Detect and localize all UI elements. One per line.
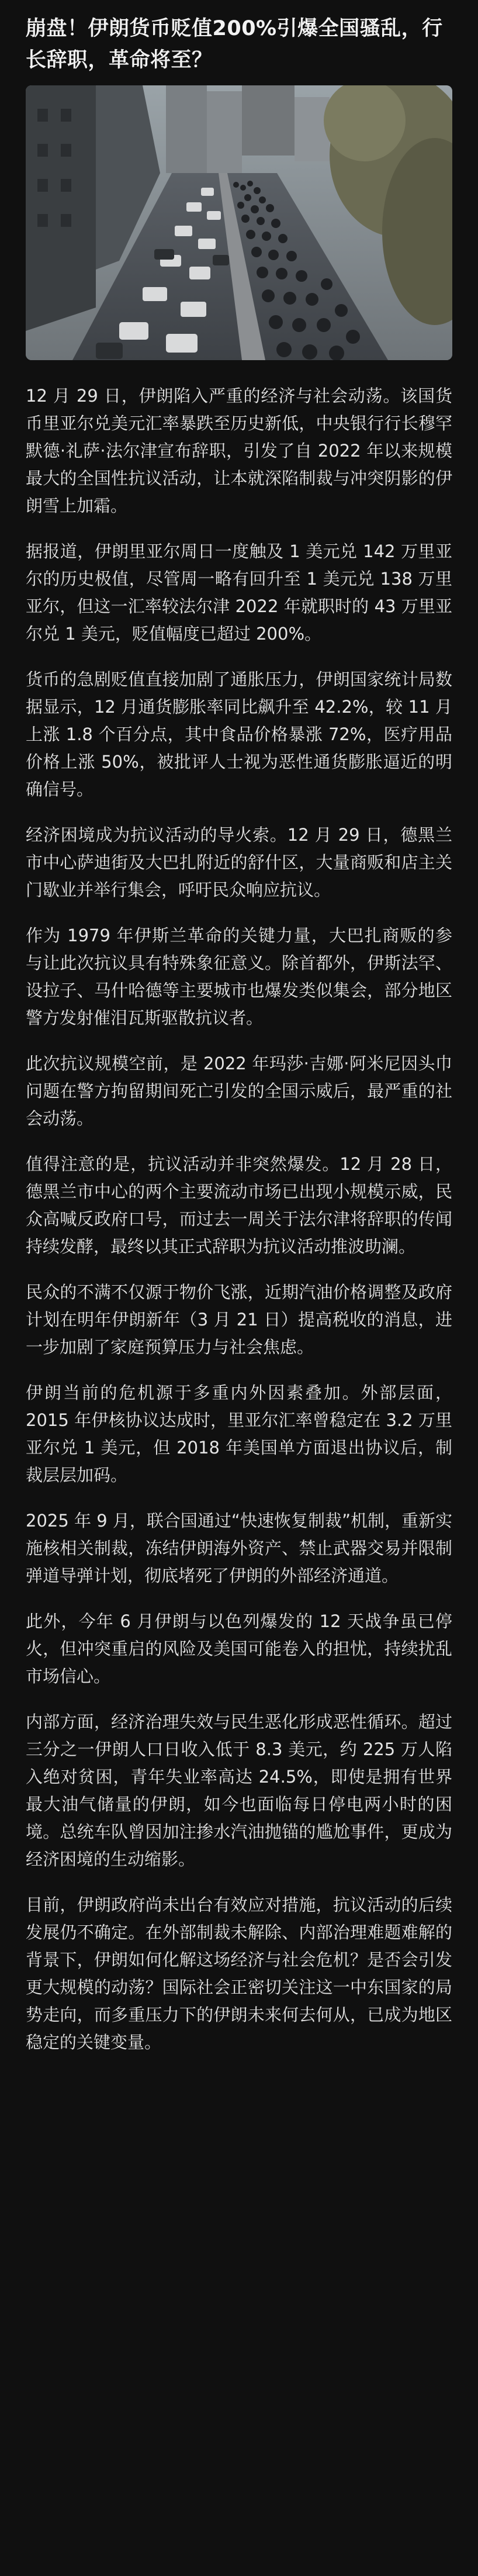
street-scene-illustration (26, 85, 452, 360)
hero-photo (26, 85, 452, 360)
paragraph-1: 12 月 29 日，伊朗陷入严重的经济与社会动荡。该国货币里亚尔兑美元汇率暴跌至历史新低，中央银行行长穆罕默德·礼萨·法尔津宣布辞职，引发了自 2022 年以来规模最大的全国性抗议活动，让本就深陷制裁与冲突阴影的伊朗雪上加霜。 (26, 386, 452, 516)
article-title: 崩盘！伊朗货币贬值200%引爆全国骚乱，行长辞职，革命将至？ (26, 17, 443, 72)
paragraph-4: 经济困境成为抗议活动的导火索。12 月 29 日，德黑兰市中心萨迪街及大巴扎附近的舒什区，大量商贩和店主关门歇业并举行集会，呼吁民众响应抗议。 (26, 825, 452, 900)
paragraph-7: 值得注意的是，抗议活动并非突然爆发。12 月 28 日，德黑兰市中心的两个主要流动市场已出现小规模示威，民众高喊反政府口号，而过去一周关于法尔津将辞职的传闻持续发酵，最终以其正式辞职为抗议活动推波助澜。 (26, 1154, 452, 1256)
paragraph-6: 此次抗议规模空前，是 2022 年玛莎·吉娜·阿米尼因头巾问题在警方拘留期间死亡引发的全国示威后，最严重的社会动荡。 (26, 1054, 452, 1128)
paragraph-5: 作为 1979 年伊斯兰革命的关键力量，大巴扎商贩的参与让此次抗议具有特殊象征意义。除首都外，伊斯法罕、设拉子、马什哈德等主要城市也爆发类似集会，部分地区警方发射催泪瓦斯驱散抗议者。 (26, 926, 452, 1028)
paragraph-8: 民众的不满不仅源于物价飞涨，近期汽油价格调整及政府计划在明年伊朗新年（3 月 21 日）提高税收的消息，进一步加剧了家庭预算压力与社会焦虑。 (26, 1282, 452, 1357)
paragraph-10: 2025 年 9 月，联合国通过“快速恢复制裁”机制，重新实施核相关制裁，冻结伊朗海外资产、禁止武器交易并限制弹道导弹计划，彻底堵死了伊朗的外部经济通道。 (26, 1511, 452, 1586)
paragraph-13: 目前，伊朗政府尚未出台有效应对措施，抗议活动的后续发展仍不确定。在外部制裁未解除、内部治理难题难解的背景下，伊朗如何化解这场经济与社会危机？是否会引发更大规模的动荡？国际社会正密切关注这一中东国家的局势走向，而多重压力下的伊朗未来何去何从，已成为地区稳定的关键变量。 (26, 1895, 452, 2052)
paragraph-11: 此外，今年 6 月伊朗与以色列爆发的 12 天战争虽已停火，但冲突重启的风险及美国可能卷入的担忧，持续扰乱市场信心。 (26, 1611, 452, 1686)
paragraph-12: 内部方面，经济治理失效与民生恶化形成恶性循环。超过三分之一伊朗人口日收入低于 8.3 美元，约 225 万人陷入绝对贫困，青年失业率高达 24.5%，即使是拥有世界最大油气储量的伊朗，如今也面临每日停电两小时的困境。总统车队曾因加注掺水汽油抛锚的尴尬事件，更成为经济困境的生动缩影。 (26, 1712, 452, 1869)
paragraph-9: 伊朗当前的危机源于多重内外因素叠加。外部层面，2015 年伊核协议达成时，里亚尔汇率曾稳定在 3.2 万里亚尔兑 1 美元，但 2018 年美国单方面退出协议后，制裁层层加码。 (26, 1383, 452, 1485)
paragraph-2: 据报道，伊朗里亚尔周日一度触及 1 美元兑 142 万里亚尔的历史极值，尽管周一略有回升至 1 美元兑 138 万里亚尔，但这一汇率较法尔津 2022 年就职时的 43 万里亚尔兑 1 美元，贬值幅度已超过 200%。 (26, 541, 452, 644)
paragraph-3: 货币的急剧贬值直接加剧了通胀压力，伊朗国家统计局数据显示，12 月通货膨胀率同比飙升至 42.2%，较 11 月上涨 1.8 个百分点，其中食品价格暴涨 72%，医疗用品价格上涨 50%，被批评人士视为恶性通货膨胀逼近的明确信号。 (26, 669, 452, 799)
